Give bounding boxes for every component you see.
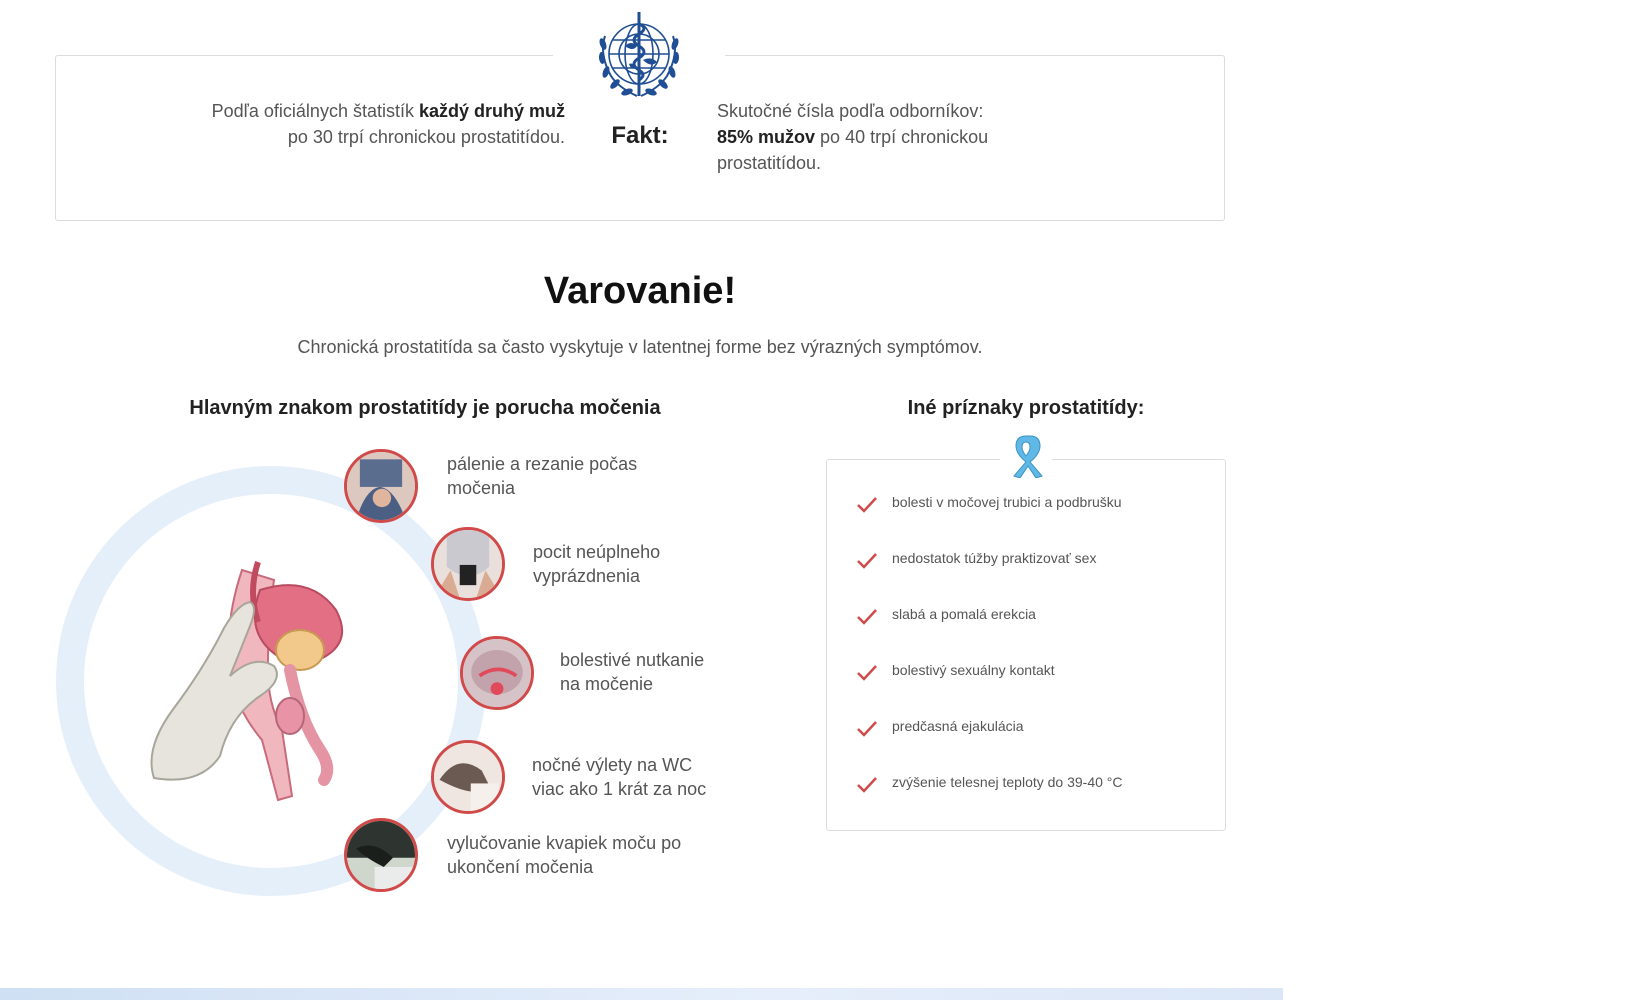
other-symptoms-list <box>856 490 1123 826</box>
other-symptom-3: slabá a pomalá erekcia <box>892 606 1036 622</box>
fact-right-bold: 85% mužov <box>717 127 816 147</box>
other-symptom-1: bolesti v močovej trubici a podbrušku <box>892 494 1122 510</box>
symptom-image-painful-urge <box>460 636 534 710</box>
next-section-edge <box>0 988 1283 1000</box>
other-symptom-4: bolestivý sexuálny kontakt <box>892 662 1055 678</box>
symptom-dribbling <box>447 831 707 879</box>
check-icon <box>856 775 878 795</box>
check-icon <box>856 495 878 515</box>
fact-official-stats <box>200 98 565 150</box>
list-item <box>856 602 1123 658</box>
awareness-ribbon-icon <box>1008 432 1044 478</box>
fact-expert-stats <box>717 98 1017 176</box>
fact-left-prefix: Podľa oficiálnych štatistík <box>211 101 419 121</box>
fact-label: Fakt: <box>611 122 669 149</box>
symptom-5-line1: vylučovanie kvapiek moču po <box>447 833 682 853</box>
warning-subtitle: Chronická prostatitída sa často vyskytuje v latentnej forme bez výrazných symptómov. <box>297 337 983 357</box>
fact-left-bold: každý druhý muž <box>418 101 565 121</box>
list-item <box>856 490 1123 546</box>
warning-title: Varovanie! <box>543 270 737 312</box>
symptom-painful-urge <box>560 648 820 696</box>
fact-right-prefix: Skutočné čísla podľa odborníkov: <box>717 101 984 121</box>
check-icon <box>856 663 878 683</box>
symptom-5-line2: ukončení močenia <box>447 857 594 877</box>
other-symptom-6: zvýšenie telesnej teploty do 39-40 °C <box>892 774 1123 790</box>
list-item <box>856 714 1123 770</box>
list-item <box>856 546 1123 602</box>
fact-right-suffix: po 40 trpí chronickou prostatitídou. <box>717 127 989 173</box>
symptom-2-line1: pocit neúplneho <box>533 542 661 562</box>
symptom-1-line1: pálenie a rezanie počas <box>447 454 638 474</box>
symptom-night-trips <box>532 753 792 801</box>
list-item <box>856 770 1123 826</box>
symptom-image-burning <box>344 449 418 523</box>
symptom-incomplete-emptying <box>533 540 793 588</box>
symptom-3-line2: na močenie <box>560 674 654 694</box>
symptom-4-line2: viac ako 1 krát za noc <box>532 779 707 799</box>
main-symptoms-heading: Hlavným znakom prostatitídy je porucha močenia <box>189 397 661 419</box>
who-emblem-icon <box>585 6 693 106</box>
check-icon <box>856 607 878 627</box>
symptom-4-line1: nočné výlety na WC <box>532 755 693 775</box>
symptom-image-night-trips <box>431 740 505 814</box>
other-symptom-5: predčasná ejakulácia <box>892 718 1024 734</box>
symptom-image-incomplete-emptying <box>431 527 505 601</box>
symptom-burning <box>447 452 707 500</box>
fact-left-suffix: po 30 trpí chronickou prostatitídou. <box>287 127 565 147</box>
check-icon <box>856 551 878 571</box>
other-symptoms-heading: Iné príznaky prostatitídy: <box>907 397 1145 419</box>
check-icon <box>856 719 878 739</box>
symptom-image-dribbling <box>344 818 418 892</box>
list-item <box>856 658 1123 714</box>
symptom-3-line1: bolestivé nutkanie <box>560 650 705 670</box>
other-symptom-2: nedostatok túžby praktizovať sex <box>892 550 1097 566</box>
symptom-1-line2: močenia <box>447 478 516 498</box>
prostate-exam-illustration <box>140 540 390 810</box>
symptom-2-line2: vyprázdnenia <box>533 566 641 586</box>
